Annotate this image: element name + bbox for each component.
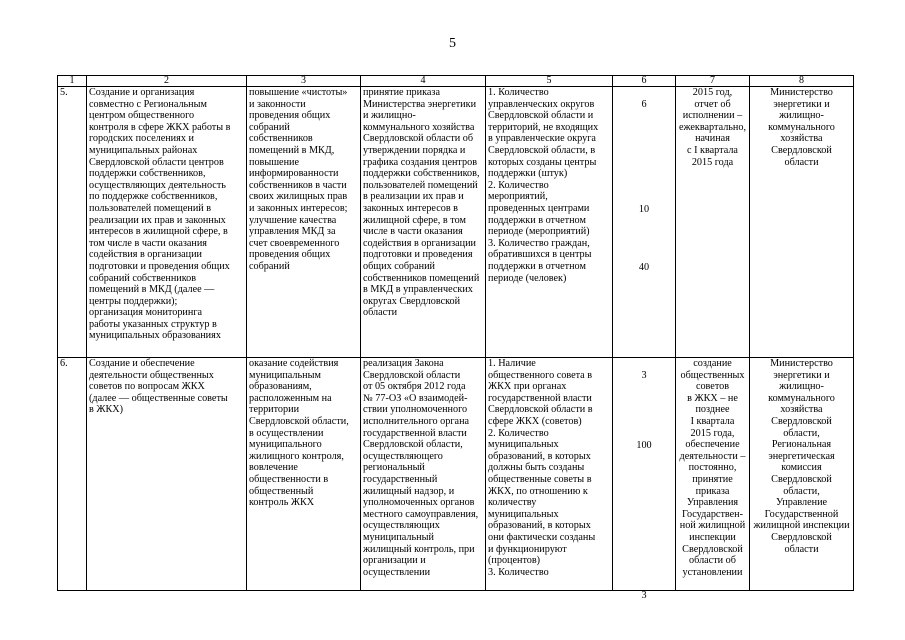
table-row (58, 87, 854, 358)
measures-table (57, 75, 854, 601)
indicator-values (613, 358, 676, 601)
row-number: 5. (58, 87, 87, 358)
column-number: 8 (750, 76, 854, 87)
measure-name: Создание и организация совместно с Региональным центром общественного контроля в сфере ЖКХ работы в городских поселениях и муниципальных районах Свердловской области центров поддержки собственников, осуществляющих деятельность по поддержке собственников, пользователей помещений в реализации их прав и законных интересов в жилищной сфере, в том числе в части оказания содействия в организации подготовки и проведения общих собраний собственников помещений в МКД (далее — центры поддержки); организация мониторинга работы указанных структур в муниципальных образованиях (87, 87, 247, 358)
measure-indicators: 1. Количество управленческих округов Свердловской области и территорий, не входящих в управленческие округа Свердловской области, в которых созданы центры поддержки (штук) 2. Количество мероприятий, проведенных центрами поддержки в отчетном периоде (мероприятий) 3. Количество граждан, обратившихся в центры поддержки в отчетном периоде (человек) (486, 87, 613, 358)
row-number: 6. (58, 358, 87, 591)
indicator-value: 3 (641, 589, 647, 601)
table-row (58, 358, 854, 591)
measure-goal: повышение «чистоты» и законности проведения общих собраний собственников помещений в МКД, повышение информированности собственников в части своих жилищных прав и законных интересов; улучшение качества управления МКД за счет своевременного проведения общих собраний (247, 87, 361, 358)
indicator-value: 100 (636, 439, 652, 451)
measure-indicators: 1. Наличие общественного совета в ЖКХ при органах государственной власти Свердловской области в сфере ЖКХ (советов) 2. Количество муниципальных образований, в которых должны быть созданы общественные советы в ЖКХ, по отношению к количеству муниципальных образований, в которых они фактически созданы и функционируют (процентов) 3. Количество (486, 358, 613, 591)
column-number-row (58, 76, 854, 87)
column-number: 5 (486, 76, 613, 87)
measure-implementation: принятие приказа Министерства энергетики и жилищно- коммунального хозяйства Свердловской области об утверждении порядка и графика создания центров поддержки собственников, пользователей помещений в реализации их прав и законных интересов в жилищной сфере, в том числе в части оказания содействия в организации подготовки и проведения общих собраний собственников помещений в МКД в управленческих округах Свердловской области (361, 87, 486, 358)
column-number: 2 (87, 76, 247, 87)
column-number: 7 (676, 76, 750, 87)
indicator-values (613, 87, 676, 358)
indicator-value: 3 (641, 369, 647, 381)
indicator-value: 10 (638, 203, 650, 215)
column-number: 1 (58, 76, 87, 87)
measure-name: Создание и обеспечение деятельности общественных советов по вопросам ЖКХ (далее — общественные советы в ЖКХ) (87, 358, 247, 591)
measure-implementation: реализация Закона Свердловской области от 05 октября 2012 года № 77-ОЗ «О взаимодей- ствии уполномоченного исполнительного органа государственной власти Свердловской области, осуществляющего региональный государственный жилищный надзор, и уполномоченных органов местного самоуправления, осуществляющих муниципальный жилищный контроль, при организации и осуществлении (361, 358, 486, 591)
measure-deadline: создание общественных советов в ЖКХ – не позднее I квартала 2015 года, обеспечение деятельности – постоянно, принятие приказа Управления Государствен- ной жилищной инспекции Свердловской области об установлении (676, 358, 750, 591)
measure-responsible: Министерство энергетики и жилищно- коммунального хозяйства Свердловской области (750, 87, 854, 358)
measure-deadline: 2015 год, отчет об исполнении – ежеквартально, начиная с I квартала 2015 года (676, 87, 750, 358)
page-number: 5 (449, 36, 456, 51)
indicator-value: 40 (638, 261, 650, 273)
column-number: 4 (361, 76, 486, 87)
column-number: 3 (247, 76, 361, 87)
measure-responsible: Министерство энергетики и жилищно- коммунального хозяйства Свердловской области, Региональная энергетическая комиссия Свердловской области, Управление Государственной жилищной инспекции Свердловской области (750, 358, 854, 591)
measure-goal: оказание содействия муниципальным образованиям, расположенным на территории Свердловской области, в осуществлении муниципального жилищного контроля, вовлечение общественности в общественный контроль ЖКХ (247, 358, 361, 591)
column-number: 6 (613, 76, 676, 87)
indicator-value: 6 (641, 98, 647, 110)
